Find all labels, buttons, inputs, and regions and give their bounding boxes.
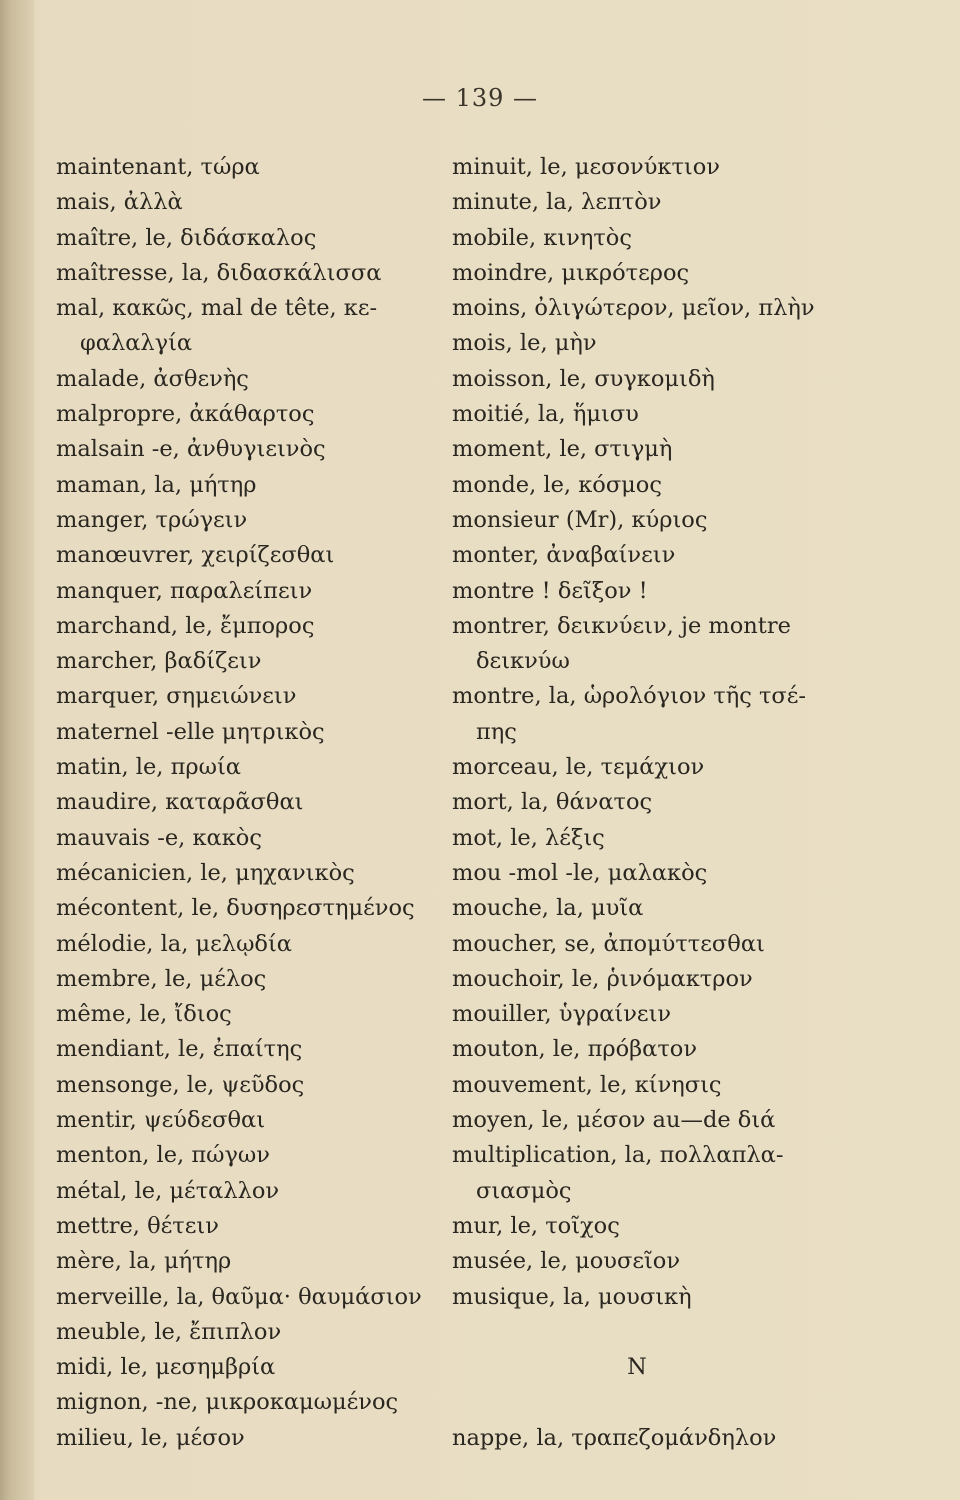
dictionary-entry: mentir, ψεύδεσθαι — [56, 1107, 266, 1134]
dictionary-entry: mécontent, le, δυσηρεστημένος — [56, 895, 415, 922]
dictionary-entry: maître, le, διδάσκαλος — [56, 224, 317, 251]
dictionary-entry: mouchoir, le, ῥινόμακτρον — [452, 965, 753, 992]
dictionary-entry: manger, τρώγειν — [56, 506, 248, 533]
dictionary-entry: marchand, le, ἔμπορος — [56, 612, 315, 639]
dictionary-entry: mot, le, λέξις — [452, 824, 605, 851]
dictionary-entry: mensonge, le, ψεῦδος — [56, 1071, 305, 1098]
dictionary-entry: moyen, le, μέσον au—de διά — [452, 1107, 776, 1134]
dictionary-entry: minuit, le, μεσονύκτιον — [452, 154, 720, 180]
dictionary-entry: meuble, le, ἔπιπλον — [56, 1318, 282, 1345]
dictionary-entry: merveille, la, θαῦμα· θαυμάσιον — [56, 1283, 422, 1310]
dictionary-entry: menton, le, πώγων — [56, 1142, 270, 1169]
dictionary-entry: membre, le, μέλος — [56, 965, 267, 992]
dictionary-entry: marquer, σημειώνειν — [56, 683, 297, 710]
dictionary-entry: maintenant, τώρα — [56, 154, 260, 180]
dictionary-entry: maîtresse, la, διδασκάλισσα — [56, 259, 382, 286]
dictionary-entry: montre, la, ὡρολόγιον τῆς τσέ- — [452, 683, 807, 710]
blank-line — [452, 1315, 852, 1350]
dictionary-entry: mélodie, la, μελῳδία — [56, 930, 292, 957]
dictionary-entry: nappe, la, τραπεζομάνδηλον — [452, 1424, 777, 1451]
dictionary-entry: moitié, la, ἥμισυ — [452, 401, 639, 428]
dictionary-entry: moindre, μικρότερος — [452, 259, 690, 286]
dictionary-entry: mouiller, ὑγραίνειν — [452, 1001, 672, 1028]
dictionary-entry: moucher, se, ἀπομύττεσθαι — [452, 930, 765, 957]
dictionary-entry: mendiant, le, ἐπαίτης — [56, 1036, 303, 1063]
dictionary-entry: montrer, δεικνύειν, je montre — [452, 612, 791, 639]
dictionary-entry: mère, la, μήτηρ — [56, 1248, 232, 1275]
dictionary-entry: moisson, le, συγκομιδὴ — [452, 365, 715, 392]
dictionary-entry: mort, la, θάνατος — [452, 789, 653, 816]
dictionary-entry: mécanicien, le, μηχανικὸς — [56, 859, 355, 886]
dictionary-entry: minute, la, λεπτὸν — [452, 189, 662, 216]
dictionary-entry: mur, le, τοῖχος — [452, 1212, 620, 1239]
dictionary-entry: midi, le, μεσημβρία — [56, 1354, 276, 1381]
section-letter-heading: N — [627, 1354, 647, 1381]
dictionary-entry: mignon, -ne, μικροκαμωμένος — [56, 1389, 399, 1416]
right-column — [452, 150, 852, 1456]
dictionary-entry: maman, la, μήτηρ — [56, 471, 257, 498]
dictionary-entry: mou -mol -le, μαλακὸς — [452, 859, 708, 886]
dictionary-entry-continuation: σιασμὸς — [476, 1177, 572, 1204]
dictionary-entry: manœuvrer, χειρίζεσθαι — [56, 542, 335, 569]
dictionary-entry: musique, la, μουσικὴ — [452, 1283, 692, 1310]
dictionary-entry: malpropre, ἀκάθαρτος — [56, 401, 315, 428]
dictionary-entry: morceau, le, τεμάχιον — [452, 754, 705, 781]
dictionary-entry: mouvement, le, κίνησις — [452, 1071, 722, 1098]
dictionary-entry: métal, le, μέταλλον — [56, 1177, 280, 1204]
dictionary-entry: matin, le, πρωία — [56, 754, 241, 781]
dictionary-entry: monde, le, κόσμος — [452, 471, 662, 498]
dictionary-entry: mauvais -e, κακὸς — [56, 824, 262, 851]
dictionary-entry: mobile, κινητὸς — [452, 224, 632, 251]
dictionary-entry: mais, ἀλλὰ — [56, 189, 183, 216]
dictionary-entry: marcher, βαδίζειν — [56, 648, 262, 675]
blank-line — [452, 1385, 852, 1420]
dictionary-entry: mettre, θέτειν — [56, 1212, 219, 1239]
left-column — [56, 150, 456, 1456]
dictionary-entry: monter, ἀναβαίνειν — [452, 542, 676, 569]
dictionary-entry: même, le, ἴδιος — [56, 1001, 232, 1028]
dictionary-entry: malsain -e, ἀνθυγιεινὸς — [56, 436, 326, 463]
dictionary-entry: montre ! δεῖξον ! — [452, 577, 648, 604]
dictionary-entry-continuation: πης — [476, 718, 517, 745]
dictionary-entry: mouche, la, μυῖα — [452, 895, 644, 922]
dictionary-entry: mois, le, μὴν — [452, 330, 597, 357]
dictionary-entry-continuation: φαλαλγία — [80, 330, 193, 357]
dictionary-entry: maudire, καταρᾶσθαι — [56, 789, 304, 816]
dictionary-entry: malade, ἀσθενὴς — [56, 365, 249, 392]
dictionary-entry: monsieur (Mr), κύριος — [452, 506, 708, 533]
dictionary-entry: moins, ὀλιγώτερον, μεῖον, πλὴν — [452, 295, 815, 322]
dictionary-entry: maternel -elle μητρικὸς — [56, 718, 325, 745]
dictionary-entry: multiplication, la, πολλαπλα- — [452, 1142, 784, 1169]
dictionary-entry: manquer, παραλείπειν — [56, 577, 313, 604]
dictionary-entry: mal, κακῶς, mal de tête, κε- — [56, 295, 378, 322]
dictionary-entry: moment, le, στιγμὴ — [452, 436, 673, 463]
dictionary-entry: musée, le, μουσεῖον — [452, 1248, 681, 1275]
dictionary-entry-continuation: δεικνύω — [476, 648, 570, 675]
dictionary-entry: milieu, le, μέσον — [56, 1424, 245, 1451]
page-number: — 139 — — [421, 84, 539, 112]
book-spine-shadow — [0, 0, 34, 1500]
dictionary-entry: mouton, le, πρόβατον — [452, 1036, 698, 1063]
